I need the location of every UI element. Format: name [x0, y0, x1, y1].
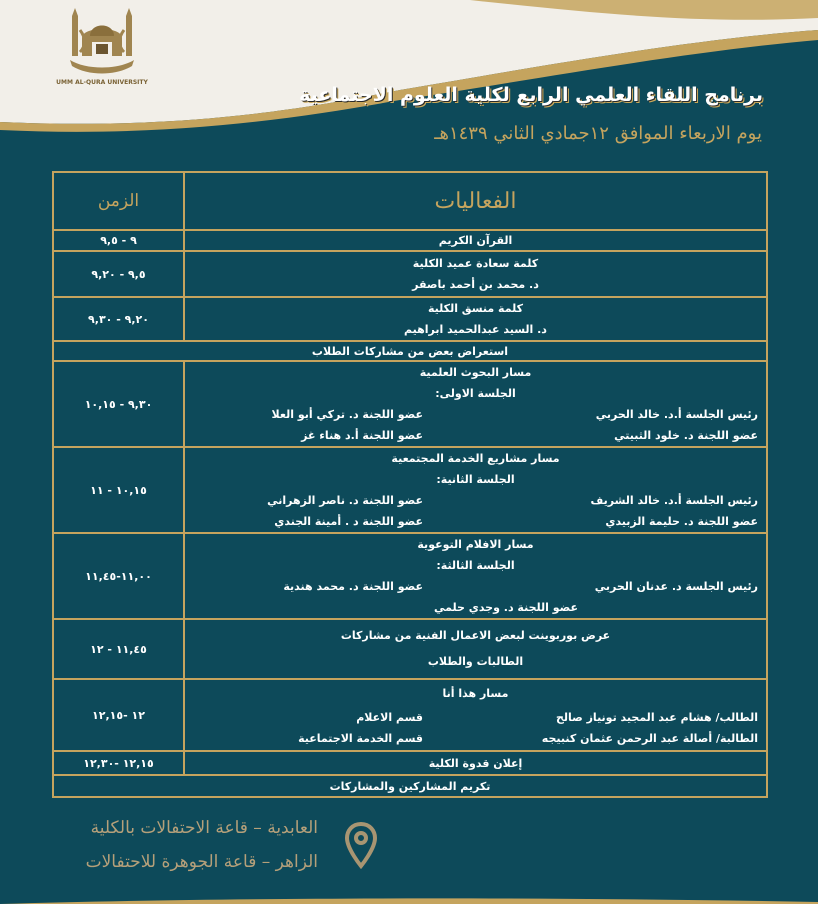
- table-header: [53, 172, 767, 230]
- activity-line: مسار مشاريع الخدمة المجتمعية: [391, 452, 560, 465]
- pair-line: [193, 404, 758, 425]
- table-row: [53, 679, 767, 751]
- time-cell: ١٢ -١٢,١٥: [53, 679, 184, 751]
- table-row: [53, 775, 767, 797]
- table-row: [53, 297, 767, 341]
- table-row: [53, 751, 767, 775]
- activity-line: مسار هذا أنا: [442, 687, 509, 700]
- table-row: [53, 447, 767, 533]
- pair-line: [193, 490, 758, 511]
- table-row: [53, 230, 767, 251]
- schedule-table: [52, 171, 768, 798]
- activity-line: عضو اللجنة د. وجدي حلمي: [434, 601, 578, 614]
- pair-item: عضو اللجنة د. ناصر الزهراني: [267, 494, 423, 507]
- pair-item: عضو اللجنة د. خلود الثبيتي: [614, 429, 758, 442]
- logo-text: UMM AL-QURA UNIVERSITY: [56, 79, 148, 86]
- activity-line: كلمة سعادة عميد الكلية: [412, 257, 539, 270]
- event-date: يوم الاربعاء الموافق ١٢جمادي الثاني ١٤٣٩هـ: [434, 123, 762, 144]
- pair-line: [193, 576, 758, 597]
- pair-item: عضو اللجنة أ.د هناء غز: [301, 429, 423, 442]
- pair-line: [193, 511, 758, 532]
- pair-item: قسم الخدمة الاجتماعية: [298, 732, 423, 745]
- activity-line: الطالبات والطلاب: [427, 655, 524, 668]
- activity-line: تكريم المشاركين والمشاركات: [329, 779, 491, 793]
- table-row: [53, 361, 767, 447]
- pair-item: قسم الاعلام: [356, 711, 423, 724]
- pair-line: [193, 728, 758, 749]
- footer-decoration: [0, 896, 818, 904]
- pair-item: عضو اللجنة د. حليمة الزبيدي: [605, 515, 758, 528]
- activity-line: عرض بوربوينت لبعض الاعمال الفنية من مشاركات: [340, 629, 611, 642]
- activity-line: د. محمد بن أحمد باصقر: [412, 278, 539, 291]
- pair-item: عضو اللجنة د . أمينة الجندي: [274, 515, 423, 528]
- activity-line: كلمة منسق الكلية: [428, 302, 523, 315]
- location-pin-icon: [345, 822, 377, 870]
- time-cell: ٩,٥ - ٩,٢٠: [53, 251, 184, 297]
- pair-item: رئيس الجلسة أ.د. خالد الشريف: [590, 494, 758, 507]
- pair-item: رئيس الجلسة د. عدنان الحربي: [594, 580, 758, 593]
- activity-line: إعلان قدوة الكلية: [428, 756, 523, 770]
- table-row: [53, 251, 767, 297]
- venue-line: العابدية – قاعة الاحتفالات بالكلية: [90, 818, 318, 838]
- time-cell: ١١,٤٥ - ١٢: [53, 619, 184, 679]
- activity-line: استعراض بعض من مشاركات الطلاب: [311, 344, 509, 358]
- activity-line: الجلسة الثالثة:: [436, 559, 515, 572]
- pair-item: الطالبة/ أصالة عبد الرحمن عثمان كنبيجه: [541, 732, 758, 745]
- header-time: الزمن: [53, 172, 184, 230]
- time-cell: ٩ - ٩,٥: [53, 230, 184, 251]
- activity-line: الجلسة الثانية:: [436, 473, 515, 486]
- header-activities: الفعاليات: [184, 172, 767, 230]
- table-row: [53, 533, 767, 619]
- pair-item: عضو اللجنة د. محمد هندية: [283, 580, 423, 593]
- university-logo: [56, 8, 148, 88]
- activity-line: د. السيد عبدالحميد ابراهيم: [404, 323, 547, 336]
- activity-line: القرآن الكريم: [438, 234, 513, 247]
- pair-item: رئيس الجلسة أ.د. خالد الحربي: [595, 408, 758, 421]
- time-cell: ٩,٣٠ - ١٠,١٥: [53, 361, 184, 447]
- table-row: [53, 619, 767, 679]
- time-cell: ١٠,١٥ - ١١: [53, 447, 184, 533]
- pair-item: عضو اللجنة د. تركي أبو العلا: [271, 408, 423, 421]
- pair-item: الطالب/ هشام عبد المجيد تونياز صالح: [555, 711, 758, 724]
- pair-line: [193, 425, 758, 446]
- page-title: برنامج اللقاء العلمي الرابع لكلية العلوم الاجتماعية: [299, 84, 763, 106]
- time-cell: ٩,٢٠ - ٩,٣٠: [53, 297, 184, 341]
- table-row: [53, 341, 767, 361]
- activity-line: مسار البحوث العلمية: [419, 366, 532, 379]
- time-cell: ١٢,١٥ -١٢,٣٠: [53, 751, 184, 775]
- activity-line: الجلسة الاولى:: [435, 387, 516, 400]
- activity-line: مسار الافلام التوعوية: [417, 538, 534, 551]
- venue-line: الزاهر – قاعة الجوهرة للاحتفالات: [85, 852, 318, 872]
- pair-line: [193, 707, 758, 728]
- time-cell: ١١,٠٠-١١,٤٥: [53, 533, 184, 619]
